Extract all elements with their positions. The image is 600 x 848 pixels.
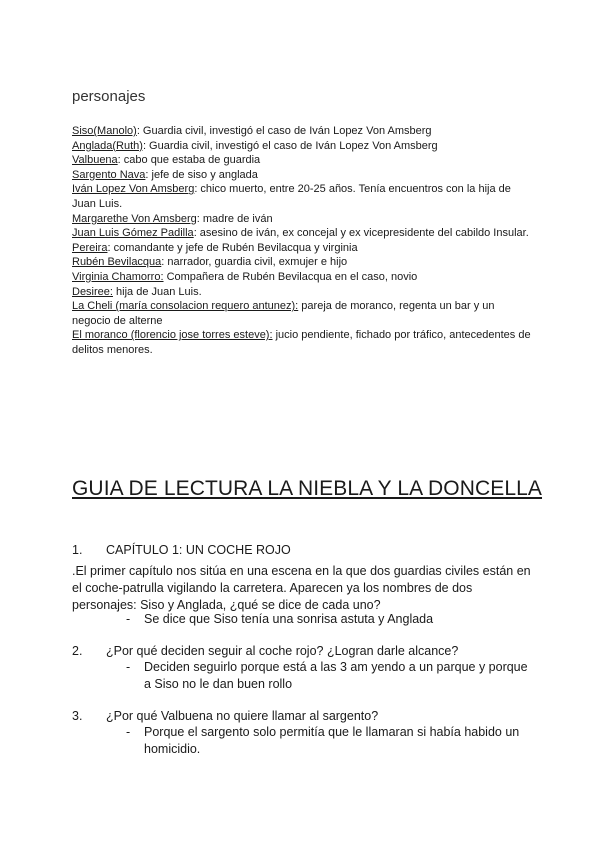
character-description: : Guardia civil, investigó el caso de Iván Lopez Von Amsberg: [136, 125, 432, 137]
character-name: Desiree:: [72, 285, 113, 298]
question-number: 2.: [72, 644, 83, 658]
character-entry: [72, 299, 532, 328]
character-description: : madre de iván: [196, 212, 273, 225]
character-name: Siso(Manolo): [72, 125, 137, 137]
character-list: [72, 124, 532, 358]
character-entry: [72, 226, 532, 241]
character-description: : Guardia civil, investigó el caso de Iván Lopez Von Amsberg: [142, 139, 438, 152]
character-description: jucio pendiente, fichado por tráfico, antecedentes de delitos menores.: [72, 329, 531, 356]
character-name: Juan Luis Gómez Padilla: [72, 227, 194, 240]
character-name: Pereira: [72, 241, 108, 254]
character-entry: [72, 182, 532, 211]
character-description: hija de Juan Luis.: [112, 285, 202, 298]
answer-item: [126, 659, 536, 693]
answer-dash: -: [126, 612, 131, 626]
character-description: : jefe de siso y anglada: [145, 168, 258, 181]
character-description: : asesino de iván, ex concejal y ex vicepresidente del cabildo Insular.: [193, 227, 529, 240]
question-item: [72, 643, 458, 660]
character-entry: [72, 139, 532, 154]
question-number: 1.: [72, 543, 83, 557]
character-description: pareja de moranco, regenta un bar y un negocio de alterne: [72, 300, 495, 327]
character-entry: [72, 285, 532, 300]
answer-text: Deciden seguirlo porque está a las 3 am yendo a un parque y porque a Siso no le dan buen rollo: [144, 660, 528, 691]
character-name: El moranco (florencio jose torres esteve):: [72, 329, 273, 342]
character-description: : narrador, guardia civil, exmujer e hijo: [161, 256, 348, 269]
answer-item: [126, 611, 536, 628]
character-description: : comandante y jefe de Rubén Bevilacqua y virginia: [107, 241, 358, 254]
question-item: [72, 542, 291, 559]
character-entry: [72, 328, 532, 357]
question-item: [72, 708, 378, 725]
answer-text: Porque el sargento solo permitía que le llamaran si había habido un homicidio.: [144, 725, 520, 756]
answer-text: Se dice que Siso tenía una sonrisa astuta y Anglada: [144, 612, 434, 626]
answer-dash: -: [126, 725, 131, 739]
answer-item: [126, 724, 536, 758]
section-heading: personajes: [72, 88, 146, 105]
character-name: Margarethe Von Amsberg: [72, 212, 197, 225]
character-entry: [72, 270, 532, 285]
character-name: Rubén Bevilacqua: [72, 256, 162, 269]
character-name: La Cheli (maría consolacion requero antunez):: [72, 300, 299, 313]
question-text: ¿Por qué deciden seguir al coche rojo? ¿Logran darle alcance?: [106, 644, 459, 658]
character-name: Virginia Chamorro:: [72, 270, 164, 283]
character-description: Compañera de Rubén Bevilacqua en el caso, novio: [163, 270, 418, 283]
character-entry: [72, 241, 532, 256]
guide-title: GUIA DE LECTURA LA NIEBLA Y LA DONCELLA: [72, 477, 543, 500]
character-entry: [72, 153, 532, 168]
character-description: : cabo que estaba de guardia: [117, 154, 261, 167]
chapter-intro: .El primer capítulo nos sitúa en una escena en la que dos guardias civiles están en el coche-patrulla vigilando la carretera. Aparecen ya los nombres de dos personajes: Siso y Anglada, ¿qué se dice de cada uno?: [72, 564, 531, 612]
character-name: Anglada(Ruth): [72, 139, 143, 152]
question-number: 3.: [72, 709, 83, 723]
character-entry: [72, 212, 532, 227]
character-entry: [72, 168, 532, 183]
answer-dash: -: [126, 660, 131, 674]
character-description: : chico muerto, entre 20-25 años. Tenía encuentros con la hija de Juan Luis.: [72, 183, 511, 210]
character-name: Sargento Nava: [72, 168, 146, 181]
question-text: ¿Por qué Valbuena no quiere llamar al sargento?: [106, 709, 379, 723]
character-name: Valbuena: [72, 154, 118, 167]
character-entry: [72, 124, 532, 139]
character-name: Iván Lopez Von Amsberg: [72, 183, 195, 196]
character-entry: [72, 255, 532, 270]
question-text: CAPÍTULO 1: UN COCHE ROJO: [106, 543, 291, 557]
